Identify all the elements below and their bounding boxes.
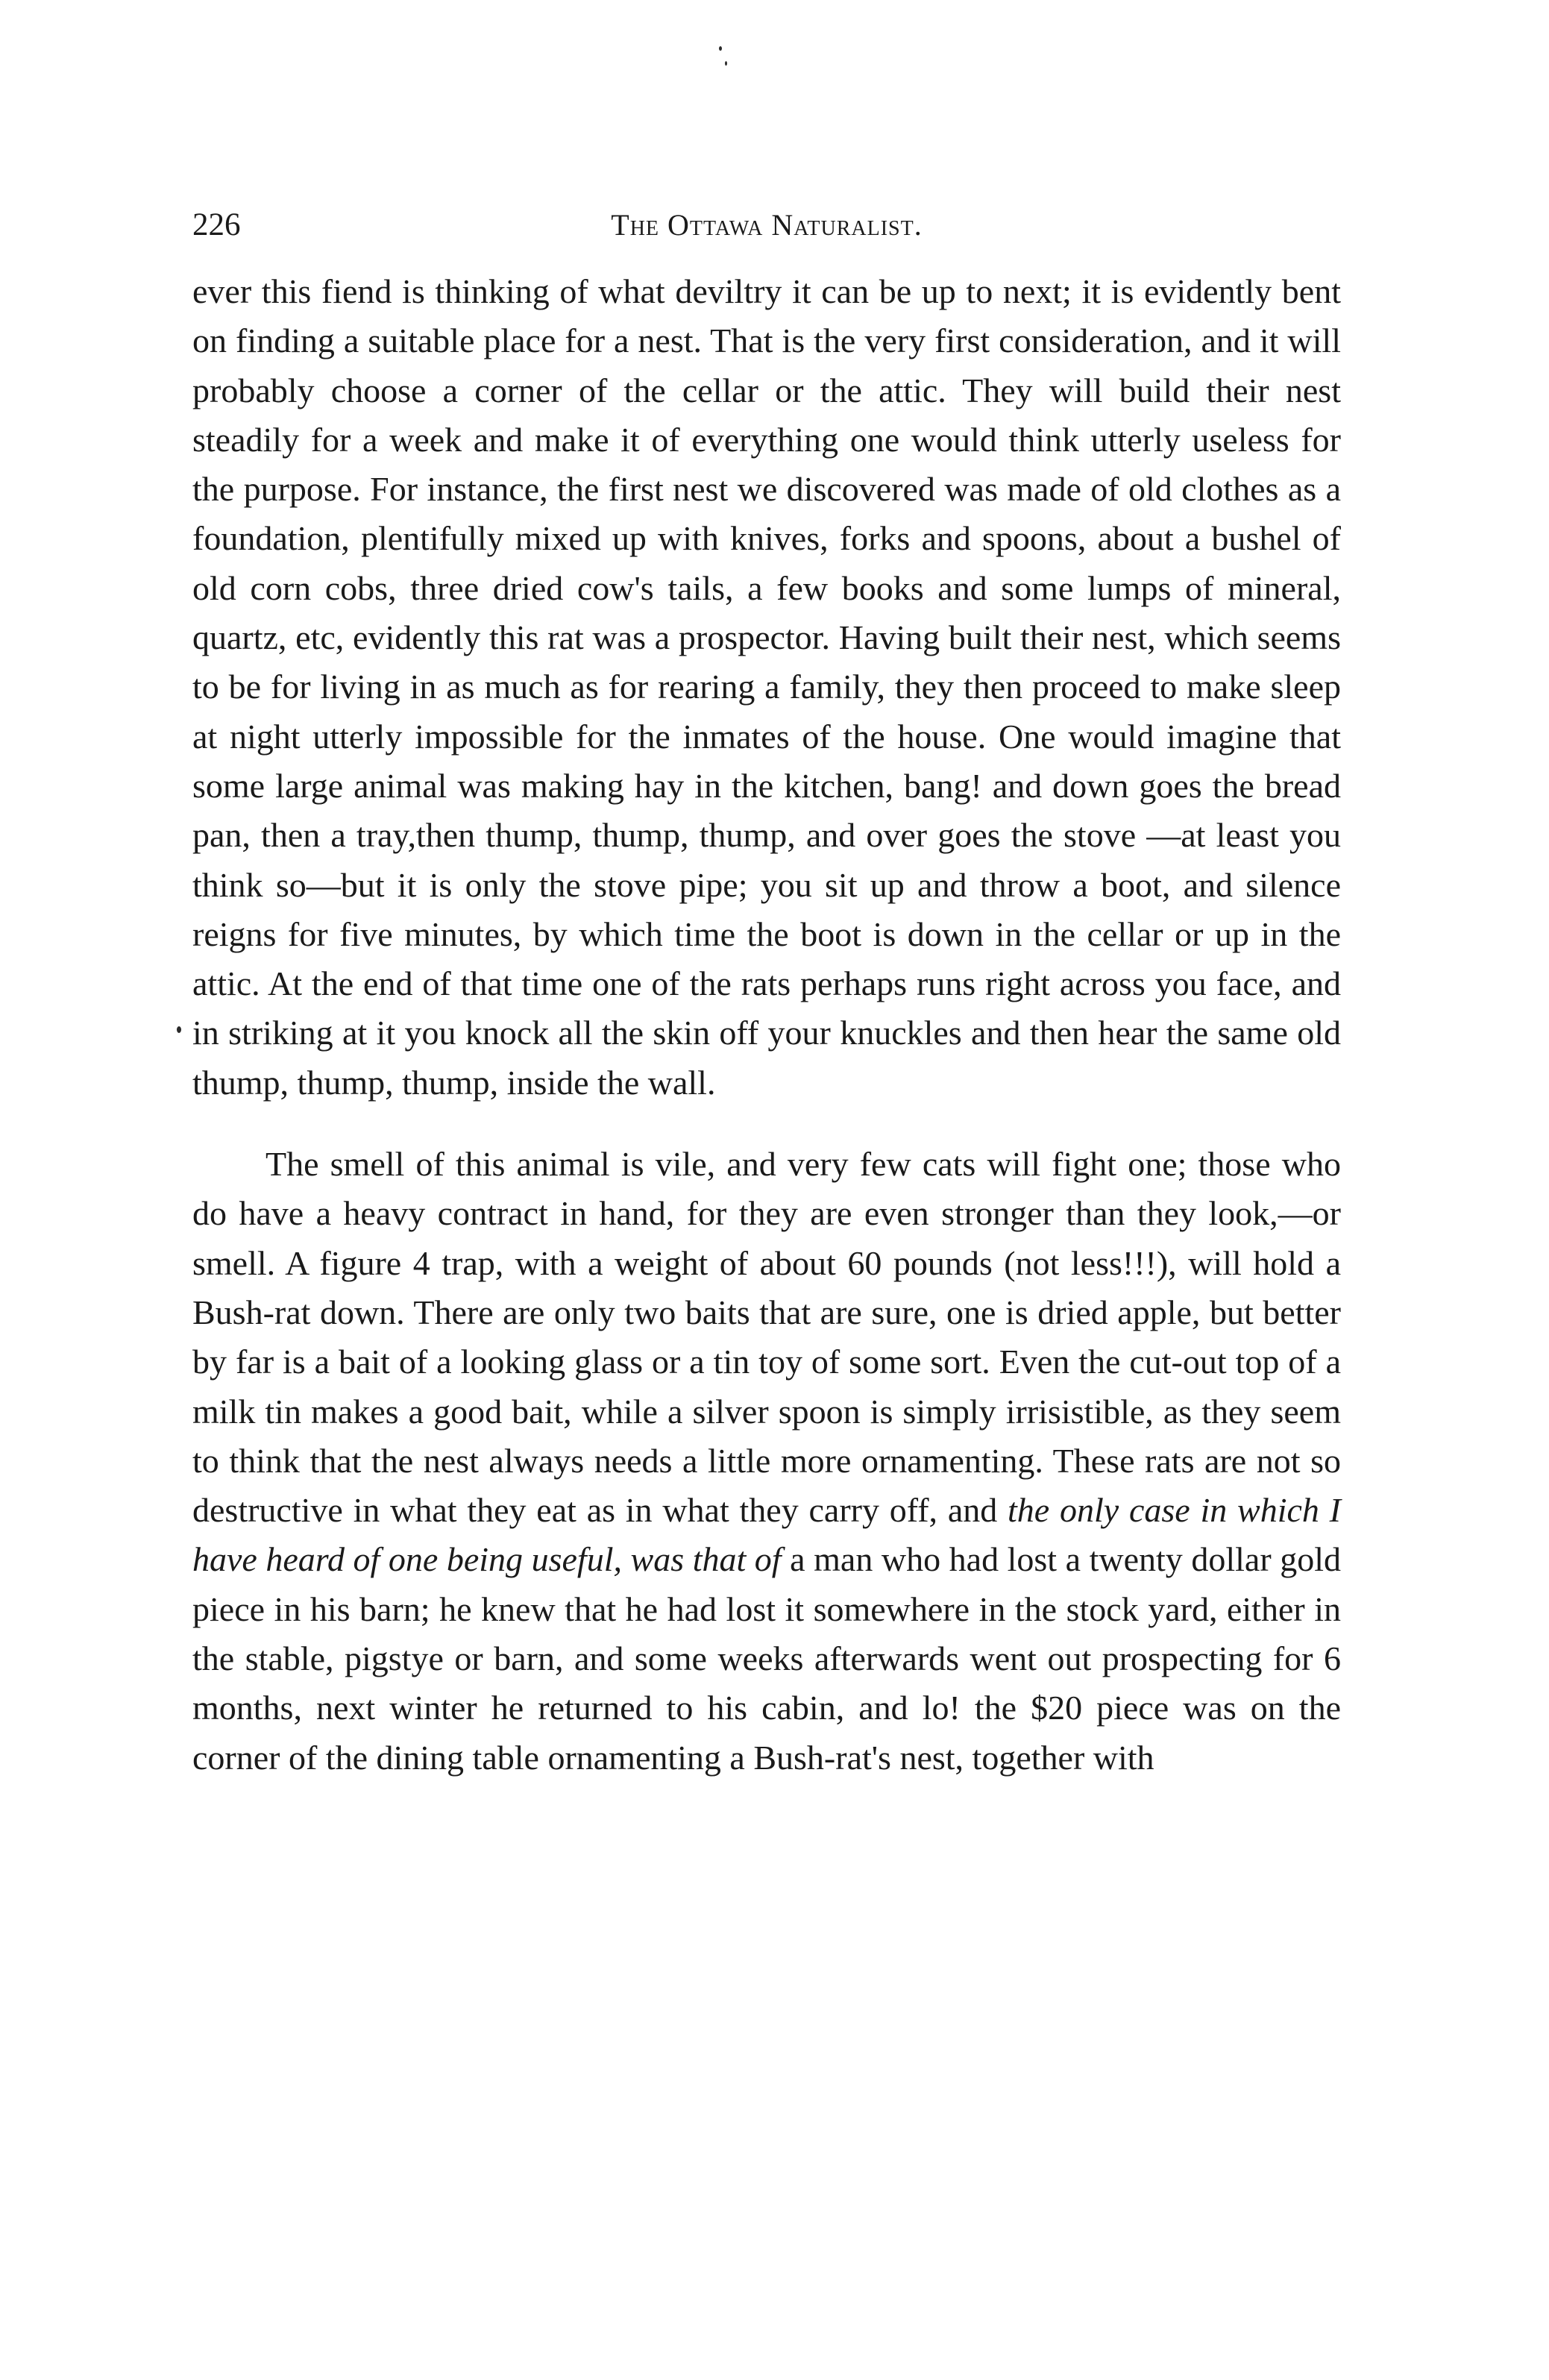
print-speck-margin [177,1026,181,1033]
paragraph-2-italic-text: the only case in which I have heard of one being useful, was that of [192,1491,1341,1579]
print-speck-top [719,46,722,51]
paragraph-2-text-start: The smell of this animal is vile, and very few cats will fight one; those who do have a heavy contract in hand, for they are even stronger than they look,—or smell. A figure 4 trap, with a weight of about 60 pounds (not less!!!), will hold a Bush-rat down. There are only two baits that are sure, one is dried apple, but better by far is a bait of a looking glass or a tin toy of some sort. Even the cut-out top of a milk tin makes a good bait, while a silver spoon is simply irrisistible, as they seem to think that the nest always needs a little more ornamenting. These rats are not so destructive in what they eat as in what they carry off, and [192,1145,1341,1530]
page-number: 226 [192,207,241,242]
paragraph-1: ever this fiend is thinking of what deviltry it can be up to next; it is evidently bent on finding a suitable place for a nest. That is the very first consideration, and it will probably choose a corner of the cellar or the attic. They will build their nest steadily for a week and make it of everything one would think utterly useless for the purpose. For instance, the first nest we discovered was made of old clothes as a foundation, plentifully mixed up with knives, forks and spoons, about a bushel of old corn cobs, three dried cow's tails, a few books and some lumps of mineral, quartz, etc, evidently this rat was a prospector. Having built their nest, which seems to be for living in as much as for rearing a family, they then proceed to make sleep at night utterly impossible for the inmates of the house. One would imagine that some large animal was making hay in the kitchen, bang! and down goes the bread pan, then a tray,then thump, thump, thump, and over goes the stove —at least you think so—but it is only the stove pipe; you sit up and throw a boot, and silence reigns for five minutes, by which time the boot is down in the cellar or up in the attic. At the end of that time one of the rats perhaps runs right across you face, and in striking at it you knock all the skin off your knuckles and then hear the same old thump, thump, thump, inside the wall. [192,272,1341,1102]
paragraph-2 [192,1140,1341,1783]
body-text [192,267,1341,1783]
paragraph-2-text-end: a man who had lost a twenty dollar gold piece in his barn; he knew that he had lost it somewhere in the stock yard, either in the stable, pigstye or barn, and some weeks afterwards went out prospecting for 6 months, next winter he returned to his cabin, and lo! the $20 piece was on the corner of the dining table ornamenting a Bush-rat's nest, together with [192,1540,1341,1777]
print-speck-top-2 [725,61,727,66]
page-header [192,203,1341,248]
running-title: The Ottawa Naturalist. [611,208,923,242]
